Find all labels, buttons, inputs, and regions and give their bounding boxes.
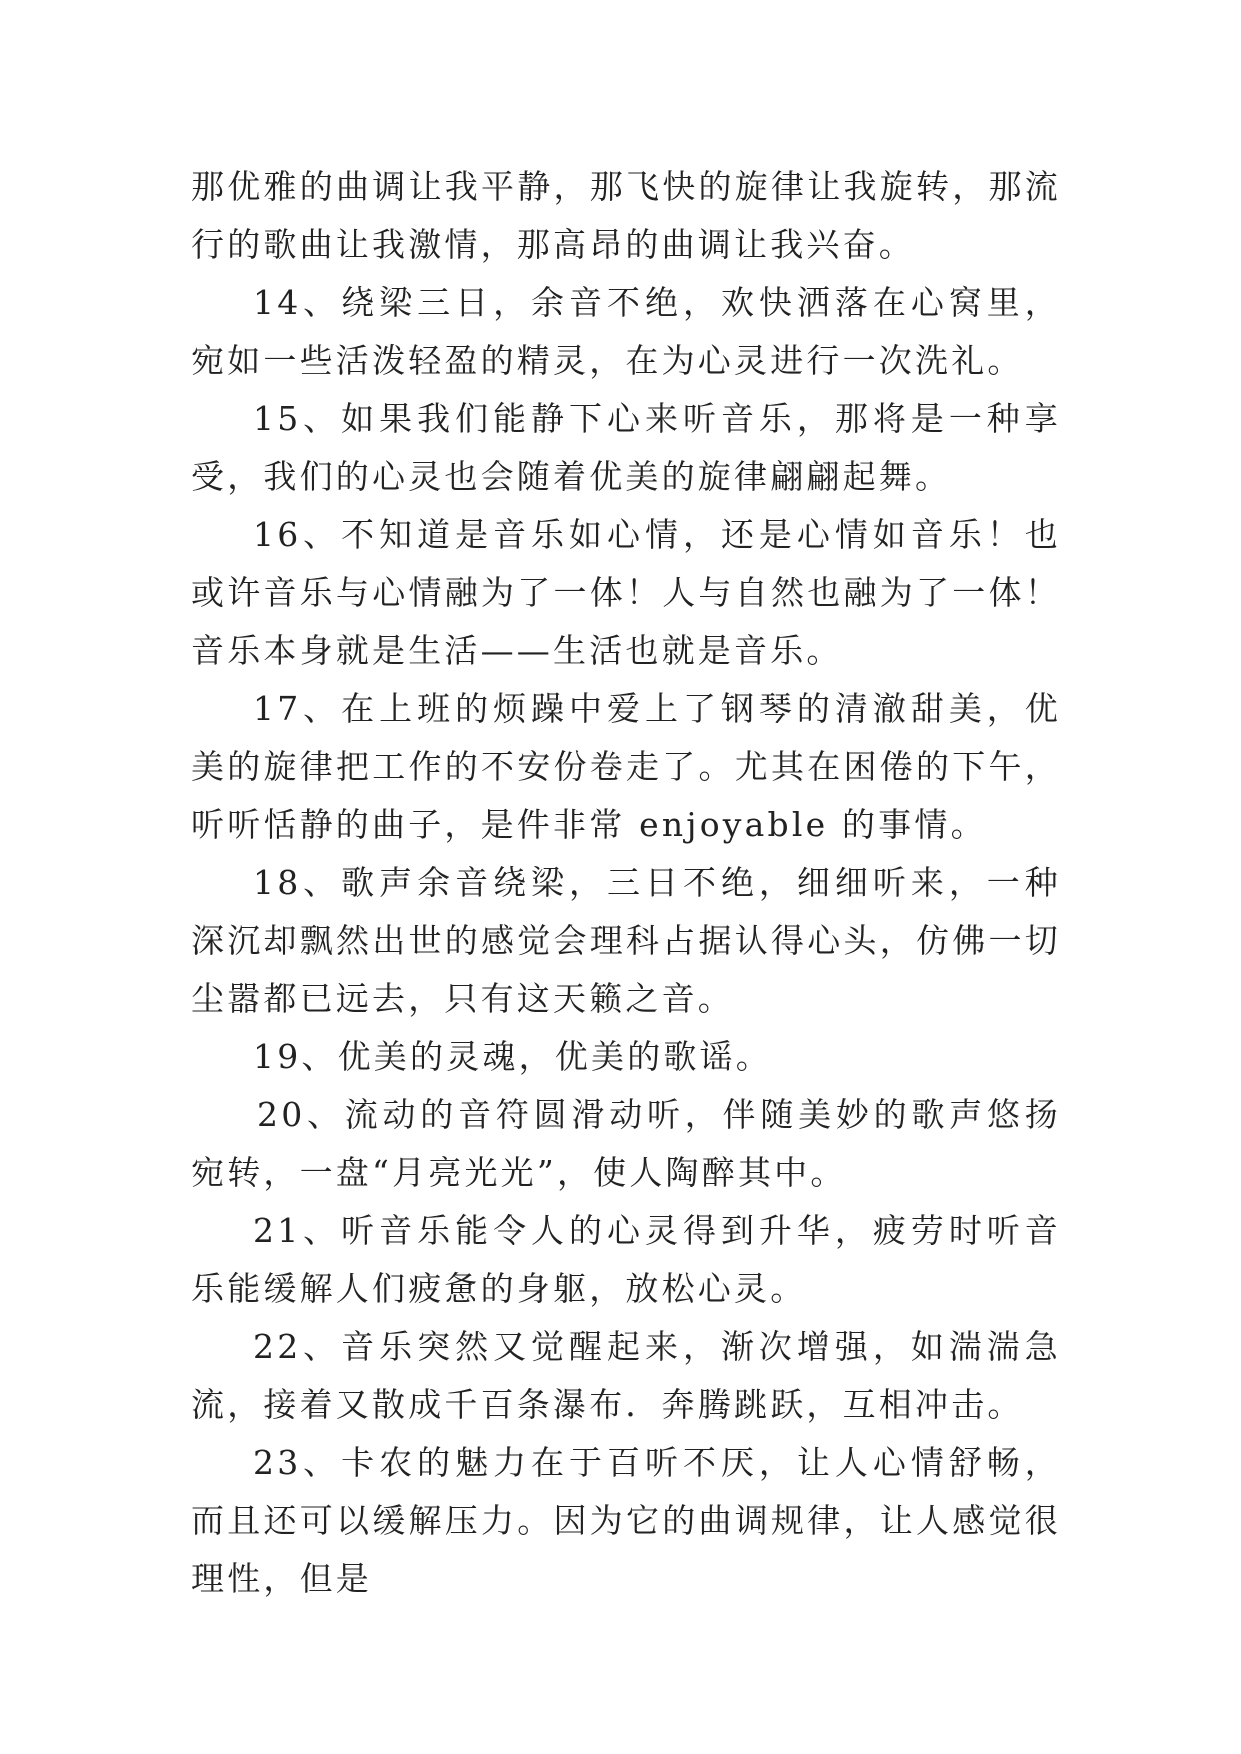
paragraph-23: 23、卡农的魅力在于百听不厌，让人心情舒畅，而且还可以缓解压力。因为它的曲调规律，让人感觉很理性，但是 (191, 1443, 1061, 1598)
paragraph-15: 15、如果我们能静下心来听音乐，那将是一种享受，我们的心灵也会随着优美的旋律翩翩起舞。 (191, 399, 1061, 496)
paragraph-17: 17、在上班的烦躁中爱上了钢琴的清澈甜美，优美的旋律把工作的不安份卷走了。尤其在困倦的下午，听听恬静的曲子，是件非常 enjoyable 的事情。 (191, 689, 1061, 844)
document-body (191, 158, 1061, 1608)
paragraph-22: 22、音乐突然又觉醒起来，渐次增强，如湍湍急流，接着又散成千百条瀑布．奔腾跳跃，互相冲击。 (191, 1327, 1061, 1424)
paragraph-20: 20、流动的音符圆滑动听，伴随美妙的歌声悠扬宛转，一盘“月亮光光”，使人陶醉其中。 (191, 1095, 1061, 1192)
paragraph-18: 18、歌声余音绕梁，三日不绝，细细听来，一种深沉却飘然出世的感觉会理科占据认得心头，仿佛一切尘嚣都已远去，只有这天籁之音。 (191, 863, 1061, 1018)
paragraph-16: 16、不知道是音乐如心情，还是心情如音乐！也或许音乐与心情融为了一体！人与自然也融为了一体！音乐本身就是生活——生活也就是音乐。 (191, 515, 1061, 670)
paragraph-0: 那优雅的曲调让我平静，那飞快的旋律让我旋转，那流行的歌曲让我激情，那高昂的曲调让我兴奋。 (191, 167, 1061, 264)
paragraph-19: 19、优美的灵魂，优美的歌谣。 (253, 1037, 772, 1076)
paragraph-14: 14、绕梁三日，余音不绝，欢快洒落在心窝里，宛如一些活泼轻盈的精灵，在为心灵进行一次洗礼。 (191, 283, 1061, 380)
paragraph-21: 21、听音乐能令人的心灵得到升华，疲劳时听音乐能缓解人们疲惫的身躯，放松心灵。 (191, 1211, 1061, 1308)
